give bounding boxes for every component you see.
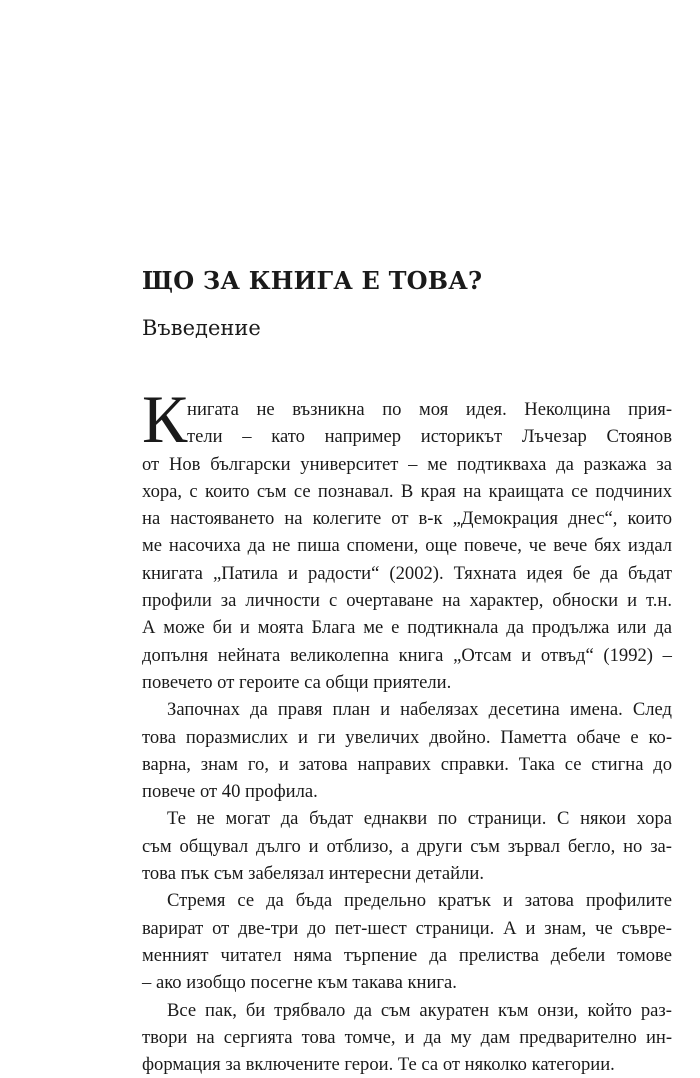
chapter-title: ЩО ЗА КНИГА Е ТОВА?: [142, 266, 483, 295]
text-line: – ако изобщо посегне към такава книга.: [142, 972, 457, 994]
text-line: формация за включените герои. Те са от няколко категории.: [142, 1054, 615, 1076]
text-line: повече от 40 профила.: [142, 781, 318, 803]
text-line: Стремя се да бъда предельно кратък и затова профилите: [167, 890, 673, 912]
text-line: допълня нейната великолепна книга „Отсам и отвъд“ (1992) –: [142, 644, 672, 666]
text-line: Започнах да правя план и набелязах десетина имена. След: [167, 699, 672, 721]
body-text: [142, 381, 700, 1078]
text-line: това поразмислих и ги увеличих двойно. Паметта обаче е ко-: [142, 726, 673, 748]
text-line: варират от две-три до пет-шест страници. А и знам, че съвре-: [142, 917, 672, 939]
text-line: Те не могат да бъдат еднакви по страници. С някои хора: [167, 808, 673, 830]
text-line: Все пак, би трябвало да съм акуратен към онзи, който раз-: [167, 999, 672, 1021]
text-line: на настояването на колегите от в-к „Демокрация днес“, които: [142, 508, 672, 530]
text-line: профили за личности с очертаване на характер, обноски и т.н.: [142, 590, 673, 612]
text-line: менният читател няма търпение да прелиства дебели томове: [142, 944, 672, 966]
text-line: твори на сергията това томче, и да му дам предварително ин-: [142, 1026, 673, 1048]
text-line: тели – като например историкът Лъчезар Стоянов: [187, 426, 673, 448]
text-line: това пък съм забелязал интересни детайли.: [142, 863, 484, 885]
text-line: нигата не възникна по моя идея. Неколцина прия-: [187, 399, 673, 420]
text-line: съм общувал дълго и отблизо, а други съм зървал бегло, но за-: [142, 835, 672, 857]
text-line: повечето от героите са общи приятели.: [142, 671, 452, 693]
first-paragraph: [142, 381, 700, 457]
text-line: от Нов български университет – ме подтикваха да разкажа за: [142, 453, 673, 475]
drop-cap: К: [142, 381, 188, 457]
text-line: ме насочиха да не пиша спомени, още повече, че вече бях издал: [142, 535, 673, 557]
text-line: варна, знам го, и затова направих справки. Така се стигна до: [142, 753, 673, 775]
text-line: хора, с които съм се познавал. В края на краищата се подчиних: [142, 480, 672, 502]
chapter-subtitle: Въведение: [142, 316, 261, 340]
text-line: книгата „Патила и радости“ (2002). Тяхната идея бе да бъдат: [142, 562, 672, 584]
text-line: А може би и моята Блага ме е подтикнала да продължа или да: [142, 617, 673, 639]
